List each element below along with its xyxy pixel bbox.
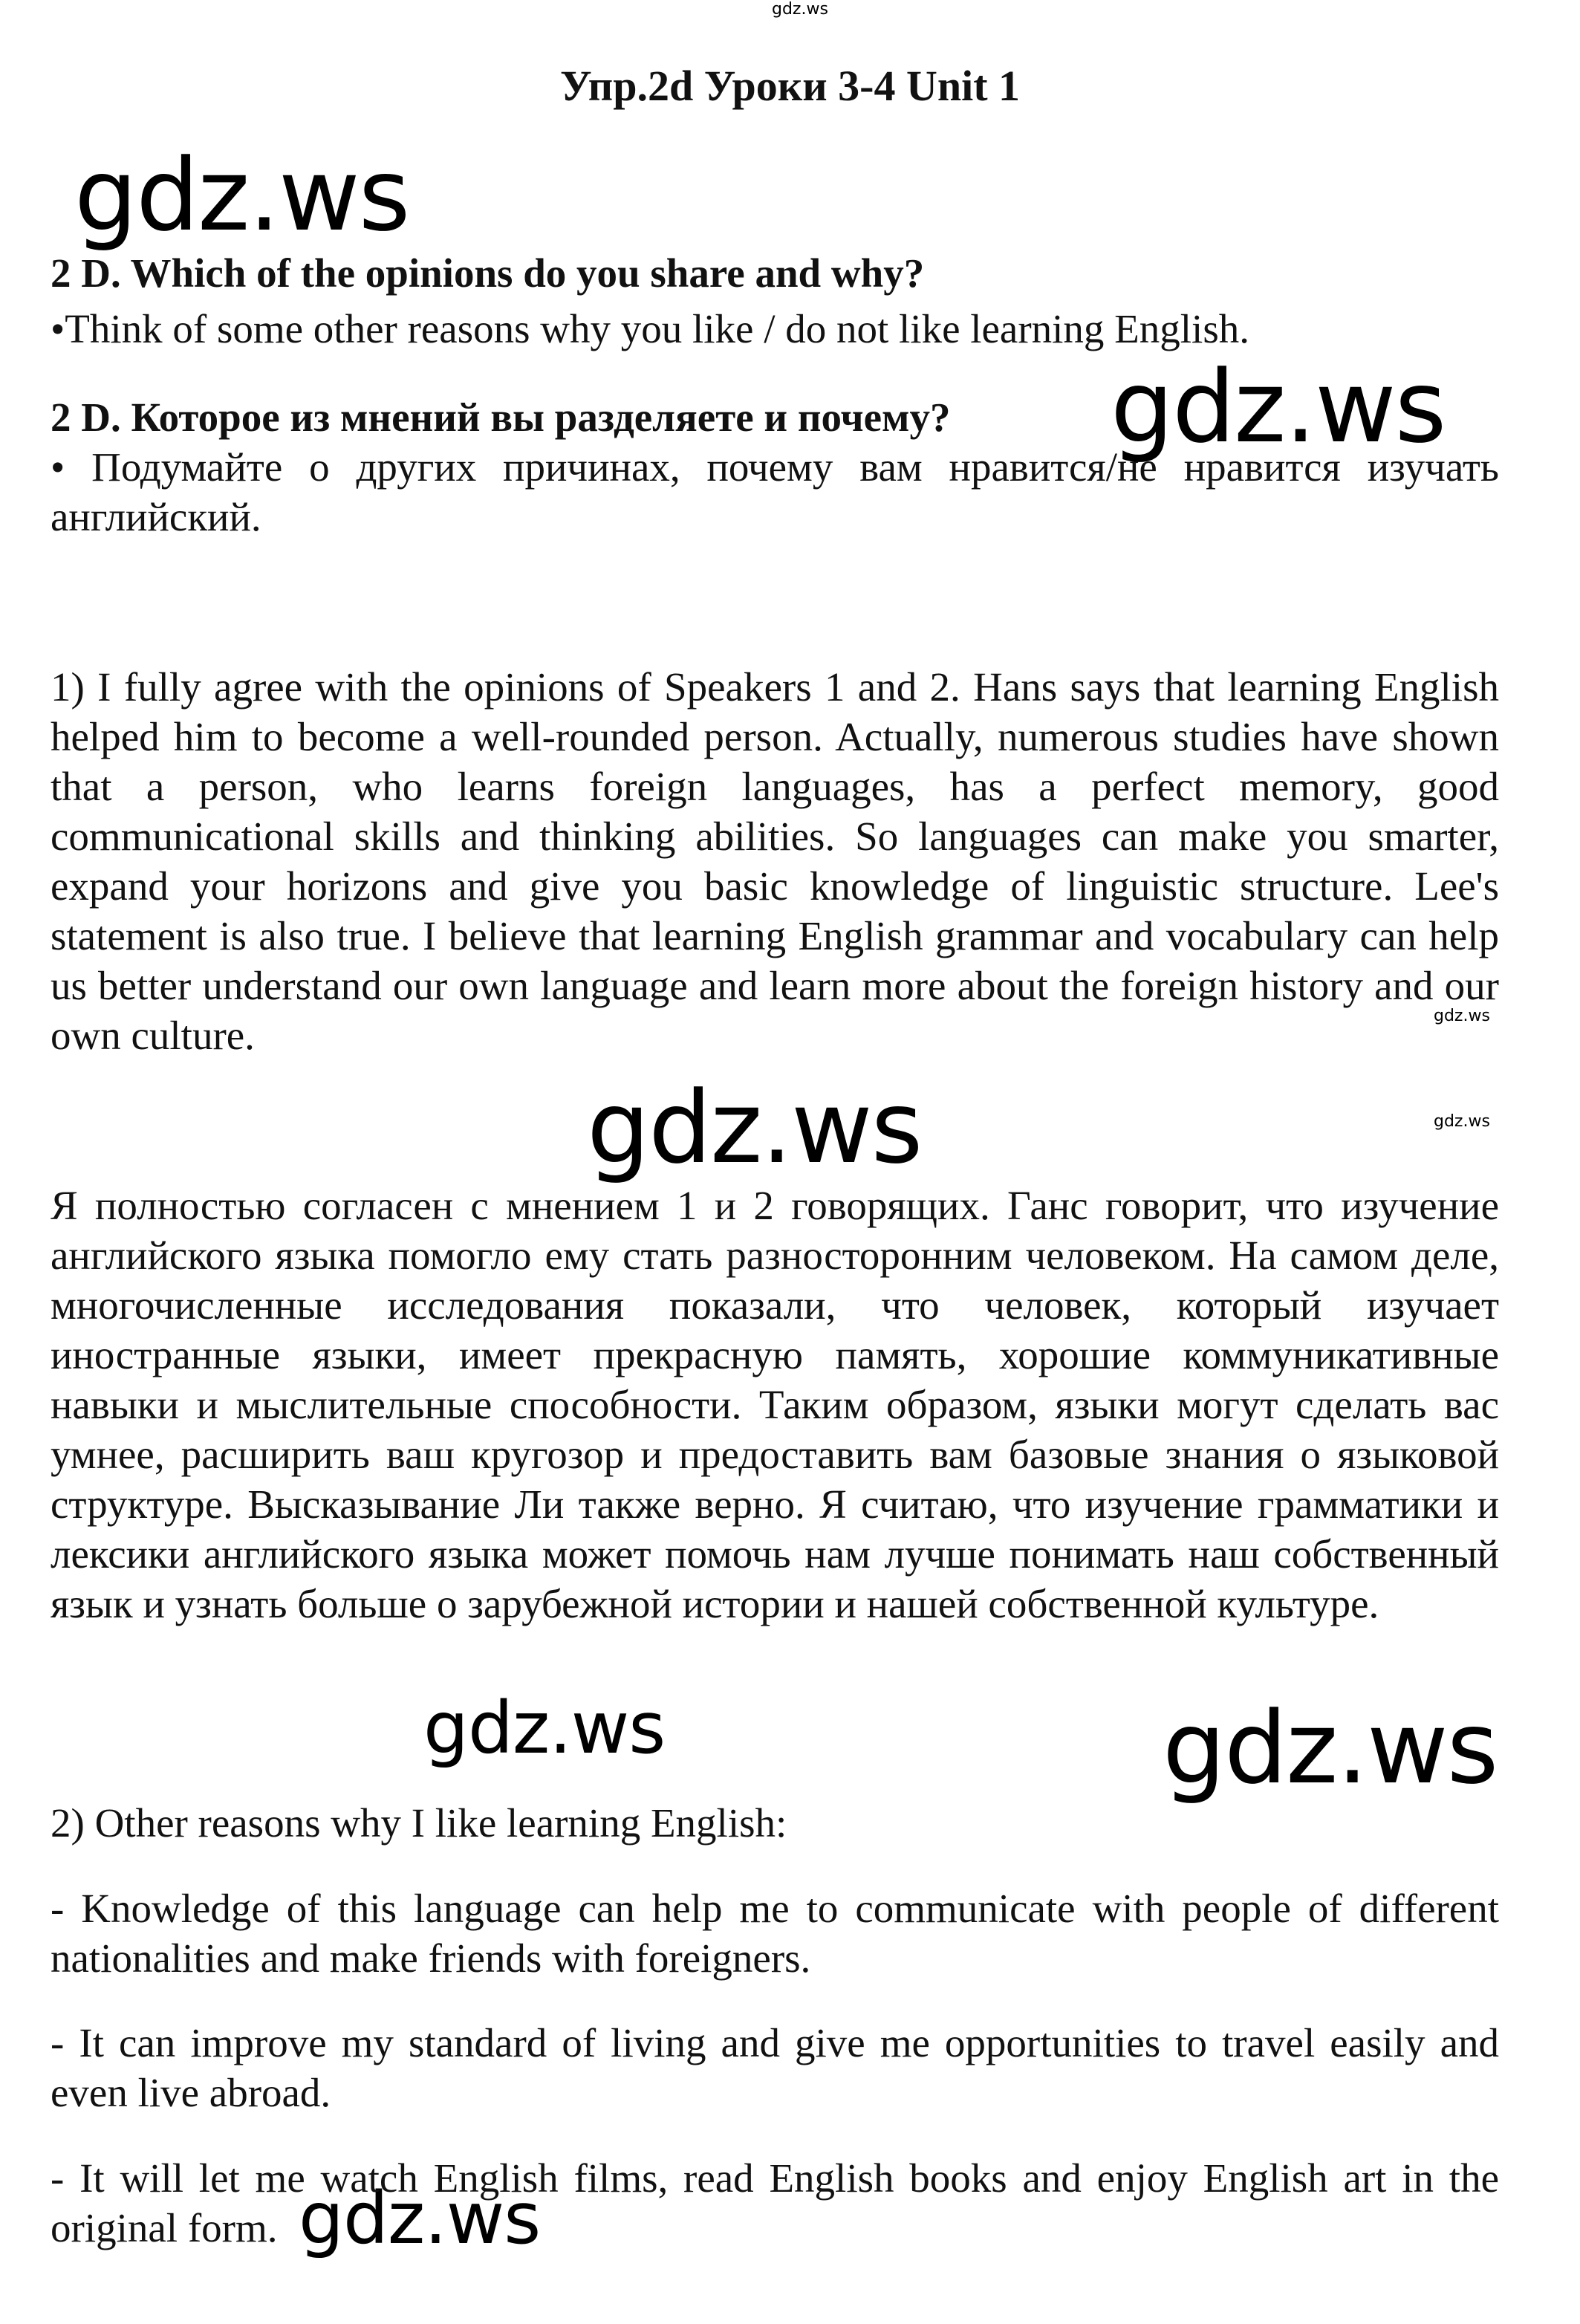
watermark-logo: gdz.ws (299, 2177, 541, 2260)
task-russian (51, 392, 1499, 542)
list-item: - It can improve my standard of living and give me opportunities to travel easily and even live abroad. (51, 2020, 1499, 2115)
list-item: - Knowledge of this language can help me to communicate with people of different nationalities and make friends with foreigners. (51, 1886, 1499, 1981)
watermark-logo: gdz.ws (423, 1687, 666, 1770)
answer-1-russian: Я полностью согласен с мнением 1 и 2 говорящих. Ганс говорит, что изучение английского языка помогло ему стать разносторонним человеком. На самом деле, многочисленные исследования показали, что человек, который изучает иностранные языки, имеет прекрасную память, хорошие коммуникативные навыки и мыслительные способности. Таким образом, языки могут сделать вас умнее, расширить ваш кругозор и предоставить вам базовые знания о языковой структуре. Высказывание Ли также верно. Я считаю, что изучение грамматики и лексики английского языка может помочь нам лучше понимать наш собственный язык и узнать больше о зарубежной истории и нашей собственной культуре. (51, 1183, 1499, 1626)
watermark-small: gdz.ws (1434, 1007, 1490, 1025)
watermark-logo: gdz.ws (74, 137, 409, 253)
watermark-small: gdz.ws (1434, 1112, 1490, 1131)
task-english (51, 248, 1499, 354)
task-bullet-ru: • Подумайте о других причинах, почему вам нравится/не нравится изучать английский. (51, 444, 1499, 539)
watermark-logo: gdz.ws (1163, 1690, 1498, 1806)
list-item: - It will let me watch English films, read English books and enjoy English art in the original form. (51, 2155, 1499, 2250)
watermark-tiny-top: gdz.ws (772, 0, 828, 19)
page-title: Упр.2d Уроки 3-4 Unit 1 (559, 62, 1021, 110)
watermark-logo: gdz.ws (587, 1070, 922, 1186)
task-heading-ru: 2 D. Которое из мнений вы разделяете и почему? (51, 395, 951, 440)
task-heading-en: 2 D. Which of the opinions do you share and why? (51, 250, 925, 296)
task-bullet-en: •Think of some other reasons why you like / do not like learning English. (51, 306, 1249, 351)
watermark-logo: gdz.ws (1111, 349, 1446, 465)
answer-2-heading: 2) Other reasons why I like learning English: (51, 1800, 787, 1846)
answer-1-english: 1) I fully agree with the opinions of Speakers 1 and 2. Hans says that learning English helped him to become a well-rounded person. Actually, numerous studies have shown that a person, who learns foreign languages, has a perfect memory, good communicational skills and thinking abilities. So languages can make you smarter, expand your horizons and give you basic knowledge of linguistic structure. Lee's statement is also true. I believe that learning English grammar and vocabulary can help us better understand our own language and learn more about the foreign history and our own culture. (51, 664, 1499, 1058)
